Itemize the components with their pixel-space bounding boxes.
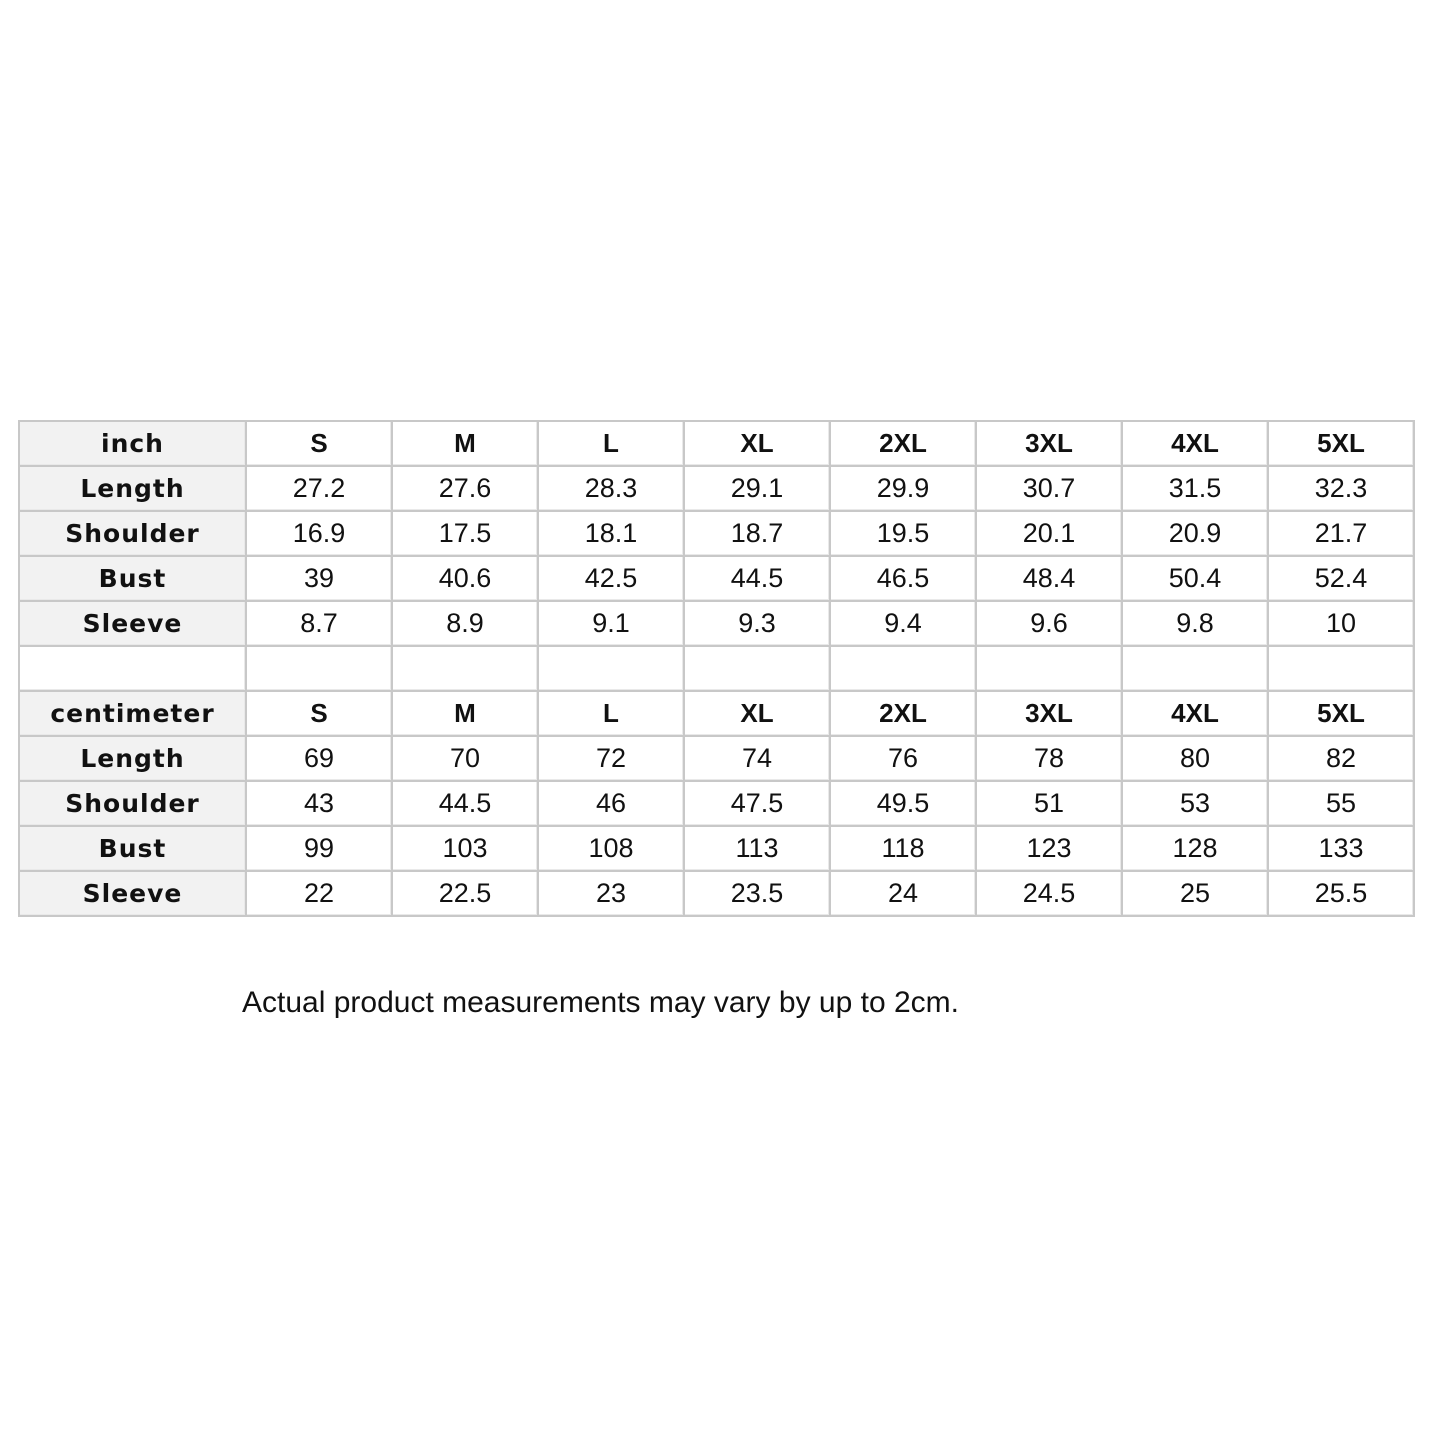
table-cell: 80	[1122, 736, 1268, 781]
size-header: XL	[684, 421, 830, 466]
table-cell: 25	[1122, 871, 1268, 916]
table-row	[19, 871, 1414, 916]
table-cell: 9.6	[976, 601, 1122, 646]
table-row	[19, 826, 1414, 871]
table-cell: 18.1	[538, 511, 684, 556]
size-header: 3XL	[976, 421, 1122, 466]
table-cell: 27.2	[246, 466, 392, 511]
table-cell: 128	[1122, 826, 1268, 871]
table-cell: 48.4	[976, 556, 1122, 601]
row-label: Bust	[19, 826, 246, 871]
unit-label-inch: inch	[19, 421, 246, 466]
size-header: L	[538, 421, 684, 466]
size-header: S	[246, 691, 392, 736]
table-cell: 16.9	[246, 511, 392, 556]
size-header: 5XL	[1268, 691, 1414, 736]
empty-cell	[392, 646, 538, 691]
size-header: 4XL	[1122, 691, 1268, 736]
row-label: Bust	[19, 556, 246, 601]
table-cell: 32.3	[1268, 466, 1414, 511]
table-cell: 24	[830, 871, 976, 916]
table-cell: 29.1	[684, 466, 830, 511]
table-cell: 20.9	[1122, 511, 1268, 556]
empty-cell	[246, 646, 392, 691]
row-label: Length	[19, 736, 246, 781]
table-row	[19, 466, 1414, 511]
table-cell: 8.9	[392, 601, 538, 646]
table-cell: 44.5	[392, 781, 538, 826]
row-label: Shoulder	[19, 511, 246, 556]
table-cell: 133	[1268, 826, 1414, 871]
empty-cell	[684, 646, 830, 691]
table-cell: 28.3	[538, 466, 684, 511]
table-cell: 113	[684, 826, 830, 871]
table-cell: 9.8	[1122, 601, 1268, 646]
table-cell: 43	[246, 781, 392, 826]
size-header: XL	[684, 691, 830, 736]
table-cell: 52.4	[1268, 556, 1414, 601]
measurement-note: Actual product measurements may vary by up to 2cm.	[242, 986, 959, 1019]
table-cell: 24.5	[976, 871, 1122, 916]
size-header: M	[392, 421, 538, 466]
table-cell: 118	[830, 826, 976, 871]
size-header: 4XL	[1122, 421, 1268, 466]
table-cell: 27.6	[392, 466, 538, 511]
table-cell: 29.9	[830, 466, 976, 511]
table-row	[19, 556, 1414, 601]
table-cell: 22	[246, 871, 392, 916]
table-row	[19, 781, 1414, 826]
table-cell: 9.3	[684, 601, 830, 646]
table-cell: 9.4	[830, 601, 976, 646]
table-cell: 50.4	[1122, 556, 1268, 601]
size-header: 5XL	[1268, 421, 1414, 466]
table-row	[19, 511, 1414, 556]
unit-label-centimeter: centimeter	[19, 691, 246, 736]
table-cell: 22.5	[392, 871, 538, 916]
table-cell: 99	[246, 826, 392, 871]
table-cell: 69	[246, 736, 392, 781]
inch-header-row	[19, 421, 1414, 466]
table-cell: 82	[1268, 736, 1414, 781]
table-cell: 25.5	[1268, 871, 1414, 916]
centimeter-header-row	[19, 691, 1414, 736]
table-cell: 23	[538, 871, 684, 916]
table-cell: 39	[246, 556, 392, 601]
table-cell: 47.5	[684, 781, 830, 826]
size-header: M	[392, 691, 538, 736]
empty-cell	[1268, 646, 1414, 691]
empty-cell	[976, 646, 1122, 691]
table-cell: 46.5	[830, 556, 976, 601]
table-cell: 17.5	[392, 511, 538, 556]
row-label: Sleeve	[19, 871, 246, 916]
table-cell: 18.7	[684, 511, 830, 556]
table-cell: 55	[1268, 781, 1414, 826]
spacer-row	[19, 646, 1414, 691]
table-cell: 49.5	[830, 781, 976, 826]
size-header: L	[538, 691, 684, 736]
empty-cell	[830, 646, 976, 691]
table-cell: 103	[392, 826, 538, 871]
table-row	[19, 736, 1414, 781]
table-row	[19, 601, 1414, 646]
size-header: 2XL	[830, 421, 976, 466]
table-cell: 30.7	[976, 466, 1122, 511]
size-chart-table	[18, 420, 1415, 917]
row-label: Shoulder	[19, 781, 246, 826]
table-cell: 40.6	[392, 556, 538, 601]
size-header: 3XL	[976, 691, 1122, 736]
table-cell: 10	[1268, 601, 1414, 646]
table-cell: 21.7	[1268, 511, 1414, 556]
table-cell: 42.5	[538, 556, 684, 601]
table-cell: 31.5	[1122, 466, 1268, 511]
table-cell: 72	[538, 736, 684, 781]
row-label: Length	[19, 466, 246, 511]
empty-cell	[19, 646, 246, 691]
table-cell: 53	[1122, 781, 1268, 826]
table-cell: 74	[684, 736, 830, 781]
table-cell: 123	[976, 826, 1122, 871]
table-cell: 108	[538, 826, 684, 871]
empty-cell	[1122, 646, 1268, 691]
table-cell: 9.1	[538, 601, 684, 646]
table-cell: 51	[976, 781, 1122, 826]
table-cell: 19.5	[830, 511, 976, 556]
table-cell: 78	[976, 736, 1122, 781]
table-cell: 20.1	[976, 511, 1122, 556]
table-cell: 46	[538, 781, 684, 826]
table-cell: 23.5	[684, 871, 830, 916]
size-header: 2XL	[830, 691, 976, 736]
table-cell: 44.5	[684, 556, 830, 601]
row-label: Sleeve	[19, 601, 246, 646]
table-cell: 8.7	[246, 601, 392, 646]
size-header: S	[246, 421, 392, 466]
table-cell: 76	[830, 736, 976, 781]
empty-cell	[538, 646, 684, 691]
table-cell: 70	[392, 736, 538, 781]
